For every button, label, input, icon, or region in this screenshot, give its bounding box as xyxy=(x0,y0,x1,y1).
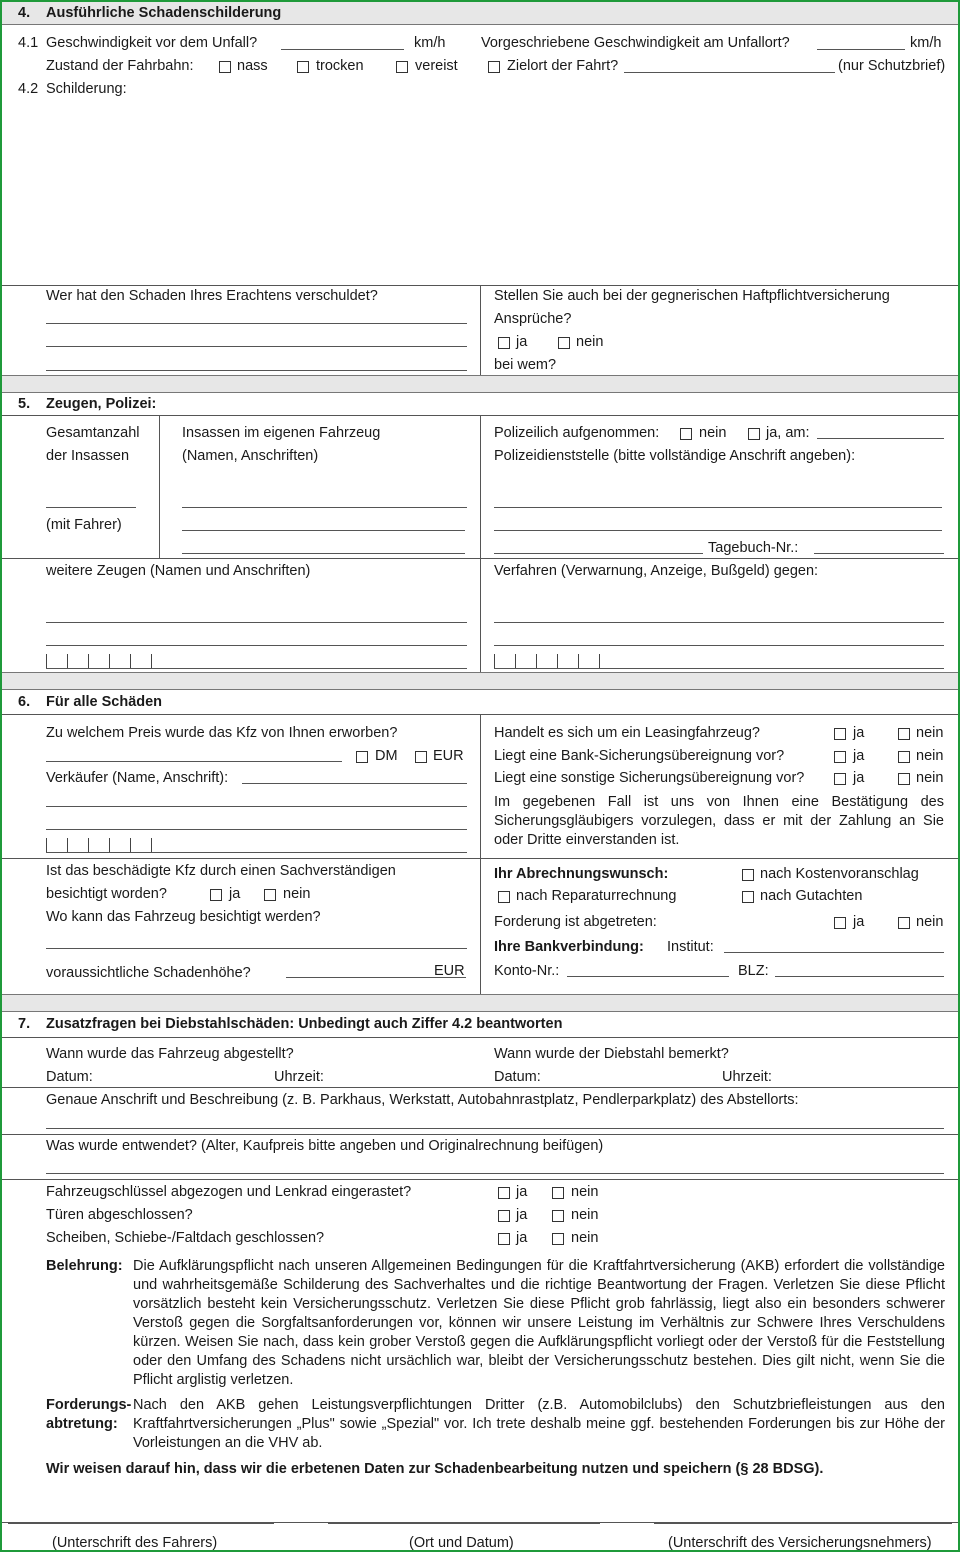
witnesses-field-line[interactable] xyxy=(46,668,467,669)
driver-signature-line[interactable] xyxy=(8,1523,274,1524)
diary-number-label: Tagebuch-Nr.: xyxy=(708,540,799,556)
destination-label: Zielort der Fahrt? xyxy=(507,58,619,74)
fault-field-line[interactable] xyxy=(46,323,467,324)
witnesses-label: weitere Zeugen (Namen und Anschriften) xyxy=(46,563,311,579)
claim-assigned-yes-checkbox[interactable] xyxy=(834,917,846,929)
total-occupants-field[interactable] xyxy=(46,507,136,508)
place-date-line[interactable] xyxy=(328,1523,600,1524)
windows-question: Scheiben, Schiebe-/Faltdach geschlossen? xyxy=(46,1230,325,1246)
settlement-estimate-checkbox[interactable] xyxy=(742,869,754,881)
seller-field-line[interactable] xyxy=(46,829,467,830)
procedure-field-line[interactable] xyxy=(494,668,944,669)
currency-eur-label: EUR xyxy=(433,748,464,764)
windows-no-label: nein xyxy=(571,1230,599,1246)
other-transfer-no-label: nein xyxy=(916,770,944,786)
total-occupants-label2: der Insassen xyxy=(46,448,130,464)
divider xyxy=(2,1037,958,1038)
section-6-title: Für alle Schäden xyxy=(46,694,163,710)
police-station-field-line[interactable] xyxy=(494,507,942,508)
parking-address-question: Genaue Anschrift und Beschreibung (z. B. Parkhaus, Werkstatt, Autobahnrastplatz, Pendlerparkplatz) des Abstellorts: xyxy=(46,1092,799,1108)
other-transfer-yes-checkbox[interactable] xyxy=(834,773,846,785)
claim-assigned-no-checkbox[interactable] xyxy=(898,917,910,929)
divider xyxy=(159,415,160,558)
leasing-question: Handelt es sich um ein Leasingfahrzeug? xyxy=(494,725,760,741)
police-date-field[interactable] xyxy=(817,438,944,439)
road-icy-checkbox[interactable] xyxy=(396,61,408,73)
section-5-title: Zeugen, Polizei: xyxy=(46,396,157,412)
with-driver-label: (mit Fahrer) xyxy=(46,517,122,533)
road-dry-label: trocken xyxy=(316,58,364,74)
description-area[interactable] xyxy=(42,100,952,280)
policyholder-signature-caption: (Unterschrift des Versicherungsnehmers) xyxy=(668,1535,932,1551)
procedure-field-line[interactable] xyxy=(494,622,944,623)
settlement-invoice-checkbox[interactable] xyxy=(498,891,510,903)
currency-eur-checkbox[interactable] xyxy=(415,751,427,763)
seller-postcode-boxes[interactable] xyxy=(46,838,166,852)
key-no-label: nein xyxy=(571,1184,599,1200)
police-station-field-line[interactable] xyxy=(494,530,942,531)
assignment-label-line1: Forderungs- xyxy=(46,1397,132,1413)
inspection-location-question: Wo kann das Fahrzeug besichtigt werden? xyxy=(46,909,321,925)
speed-label: Geschwindigkeit vor dem Unfall? xyxy=(46,35,258,51)
price-field[interactable] xyxy=(46,761,342,762)
settlement-estimate-label: nach Kostenvoranschlag xyxy=(760,866,919,882)
seller-field-line[interactable] xyxy=(242,783,467,784)
stolen-items-field[interactable] xyxy=(46,1173,944,1174)
spacer-band xyxy=(2,672,958,690)
speed-field[interactable] xyxy=(281,49,404,50)
police-label: Polizeilich aufgenommen: xyxy=(494,425,660,441)
occupants-field-line[interactable] xyxy=(182,553,465,554)
doors-no-label: nein xyxy=(571,1207,599,1223)
section-7-title: Zusatzfragen bei Diebstahlschäden: Unbedingt auch Ziffer 4.2 beantworten xyxy=(46,1016,563,1032)
destination-note: (nur Schutzbrief) xyxy=(838,58,946,74)
spacer-band xyxy=(2,994,958,1012)
occupants-field-line[interactable] xyxy=(182,530,465,531)
claim-assigned-no-label: nein xyxy=(916,914,944,930)
confirmation-text: Im gegebenen Fall ist uns von Ihnen eine Bestätigung des Sicherungsgläubigers vorzulegen, dass er mit der Zahlung an Sie oder Dritte einverstanden ist. xyxy=(494,794,944,848)
key-question: Fahrzeugschlüssel abgezogen und Lenkrad eingerastet? xyxy=(46,1184,412,1200)
procedure-field-line[interactable] xyxy=(494,645,944,646)
data-protection-note: Wir weisen darauf hin, dass wir die erbetenen Daten zur Schadenbearbeitung nutzen und speichern (§ 28 BDSG). xyxy=(46,1461,824,1477)
section-4-number: 4. xyxy=(18,5,31,21)
item-4-2-number: 4.2 xyxy=(18,81,39,97)
parked-time-label: Uhrzeit: xyxy=(274,1069,324,1085)
parking-address-field[interactable] xyxy=(46,1128,944,1129)
noticed-time-label: Uhrzeit: xyxy=(722,1069,772,1085)
seller-field-line[interactable] xyxy=(46,806,467,807)
claim-assigned-label: Forderung ist abgetreten: xyxy=(494,914,657,930)
procedure-label: Verfahren (Verwarnung, Anzeige, Bußgeld) gegen: xyxy=(494,563,819,579)
claims-no-label: nein xyxy=(576,334,604,350)
damage-estimate-label: voraussichtliche Schadenhöhe? xyxy=(46,965,251,981)
road-dry-checkbox[interactable] xyxy=(297,61,309,73)
claims-question-line2: Ansprüche? xyxy=(494,311,572,327)
noticed-question: Wann wurde der Diebstahl bemerkt? xyxy=(494,1046,729,1062)
divider xyxy=(480,415,481,672)
key-yes-checkbox[interactable] xyxy=(498,1187,510,1199)
stolen-items-question: Was wurde entwendet? (Alter, Kaufpreis bitte angeben und Originalrechnung beifügen) xyxy=(46,1138,604,1154)
section-4-title: Ausführliche Schadenschilderung xyxy=(46,5,282,21)
divider xyxy=(2,1134,958,1135)
destination-checkbox[interactable] xyxy=(488,61,500,73)
divider xyxy=(480,714,481,994)
destination-field[interactable] xyxy=(624,72,835,73)
occupants-field-line[interactable] xyxy=(182,507,467,508)
divider xyxy=(2,558,958,559)
with-whom-label: bei wem? xyxy=(494,357,557,373)
doors-yes-checkbox[interactable] xyxy=(498,1210,510,1222)
account-number-field[interactable] xyxy=(567,976,729,977)
speed-limit-label: Vorgeschriebene Geschwindigkeit am Unfallort? xyxy=(481,35,790,51)
bank-details-label: Ihre Bankverbindung: xyxy=(494,939,644,955)
seller-label: Verkäufer (Name, Anschrift): xyxy=(46,770,229,786)
assignment-label-line2: abtretung: xyxy=(46,1416,118,1432)
witnesses-field-line[interactable] xyxy=(46,645,467,646)
road-condition-label: Zustand der Fahrbahn: xyxy=(46,58,194,74)
claims-no-checkbox[interactable] xyxy=(558,337,570,349)
doors-no-checkbox[interactable] xyxy=(552,1210,564,1222)
claim-assigned-yes-label: ja xyxy=(853,914,865,930)
leasing-yes-checkbox[interactable] xyxy=(834,728,846,740)
other-transfer-no-checkbox[interactable] xyxy=(898,773,910,785)
policyholder-signature-line[interactable] xyxy=(654,1523,952,1524)
divider xyxy=(2,1087,958,1088)
other-transfer-yes-label: ja xyxy=(853,770,865,786)
leasing-no-label: nein xyxy=(916,725,944,741)
parked-question: Wann wurde das Fahrzeug abgestellt? xyxy=(46,1046,294,1062)
item-4-1-number: 4.1 xyxy=(18,35,39,51)
leasing-no-checkbox[interactable] xyxy=(898,728,910,740)
claims-yes-label: ja xyxy=(516,334,528,350)
currency-dm-checkbox[interactable] xyxy=(356,751,368,763)
bank-institute-label: Institut: xyxy=(667,939,714,955)
bank-transfer-yes-checkbox[interactable] xyxy=(834,751,846,763)
bank-transfer-no-label: nein xyxy=(916,748,944,764)
blz-label: BLZ: xyxy=(738,963,769,979)
settlement-invoice-label: nach Reparaturrechnung xyxy=(516,888,677,904)
total-occupants-label1: Gesamtanzahl xyxy=(46,425,140,441)
fault-field-line[interactable] xyxy=(46,370,467,371)
claims-yes-checkbox[interactable] xyxy=(498,337,510,349)
doors-yes-label: ja xyxy=(516,1207,528,1223)
bank-transfer-question: Liegt eine Bank-Sicherungsübereignung vor? xyxy=(494,748,785,764)
assignment-text: Nach den AKB gehen Leistungsverpflichtungen Dritter (z.B. Automobilclubs) den Schutzbriefleistungen aus den Kraftfahrtversicherungen „Plus" sowie „Spezial" vor. Ich trete deshalb meine ggf. bestehenden Forderungen bis zur Höhe der Vorleistungen an die VHV ab. xyxy=(133,1397,945,1451)
windows-no-checkbox[interactable] xyxy=(552,1233,564,1245)
speed-unit: km/h xyxy=(414,35,446,51)
occupants-label2: (Namen, Anschriften) xyxy=(182,448,319,464)
procedure-postcode-boxes[interactable] xyxy=(494,654,614,668)
expert-no-label: nein xyxy=(283,886,311,902)
expert-yes-label: ja xyxy=(229,886,241,902)
bank-transfer-no-checkbox[interactable] xyxy=(898,751,910,763)
police-no-checkbox[interactable] xyxy=(680,428,692,440)
damage-estimate-currency: EUR xyxy=(434,963,465,979)
blz-field[interactable] xyxy=(775,976,944,977)
divider xyxy=(480,285,481,375)
witnesses-field-line[interactable] xyxy=(46,622,467,623)
road-icy-label: vereist xyxy=(415,58,458,74)
witnesses-postcode-boxes[interactable] xyxy=(46,654,166,668)
place-date-caption: (Ort und Datum) xyxy=(409,1535,514,1551)
police-no-label: nein xyxy=(699,425,727,441)
noticed-date-label: Datum: xyxy=(494,1069,541,1085)
police-yes-checkbox[interactable] xyxy=(748,428,760,440)
diary-number-field[interactable] xyxy=(814,553,944,554)
account-number-label: Konto-Nr.: xyxy=(494,963,560,979)
section-7-number: 7. xyxy=(18,1016,31,1032)
occupants-label1: Insassen im eigenen Fahrzeug xyxy=(182,425,381,441)
key-no-checkbox[interactable] xyxy=(552,1187,564,1199)
divider xyxy=(2,858,958,859)
key-yes-label: ja xyxy=(516,1184,528,1200)
police-station-label: Polizeidienststelle (bitte vollständige Anschrift angeben): xyxy=(494,448,856,464)
driver-signature-caption: (Unterschrift des Fahrers) xyxy=(52,1535,218,1551)
seller-field-line[interactable] xyxy=(46,852,467,853)
settlement-label: Ihr Abrechnungswunsch: xyxy=(494,866,669,882)
settlement-expert-label: nach Gutachten xyxy=(760,888,863,904)
expert-question-line2: besichtigt worden? xyxy=(46,886,167,902)
windows-yes-checkbox[interactable] xyxy=(498,1233,510,1245)
spacer-band xyxy=(2,375,958,393)
inspection-location-field[interactable] xyxy=(46,948,467,949)
police-station-field-line[interactable] xyxy=(494,553,703,554)
fault-field-line[interactable] xyxy=(46,346,467,347)
leasing-yes-label: ja xyxy=(853,725,865,741)
description-label: Schilderung: xyxy=(46,81,127,97)
parked-date-label: Datum: xyxy=(46,1069,93,1085)
speed-limit-unit: km/h xyxy=(910,35,942,51)
road-wet-label: nass xyxy=(237,58,268,74)
doors-question: Türen abgeschlossen? xyxy=(46,1207,193,1223)
bank-transfer-yes-label: ja xyxy=(853,748,865,764)
police-yes-label: ja, am: xyxy=(766,425,810,441)
bank-institute-field[interactable] xyxy=(724,952,944,953)
section-6-number: 6. xyxy=(18,694,31,710)
expert-yes-checkbox[interactable] xyxy=(210,889,222,901)
notice-label: Belehrung: xyxy=(46,1258,123,1274)
fault-question: Wer hat den Schaden Ihres Erachtens verschuldet? xyxy=(46,288,378,304)
expert-question-line1: Ist das beschädigte Kfz durch einen Sachverständigen xyxy=(46,863,396,879)
price-question: Zu welchem Preis wurde das Kfz von Ihnen erworben? xyxy=(46,725,398,741)
notice-text: Die Aufklärungspflicht nach unseren Allgemeinen Bedingungen für die Kraftfahrtversicherung (AKB) erfordert die vollständige und wahrheitsgemäße Schilderung des Sachverhaltes und die richtige Beantwortung der Fragen. Verletzen Sie diese Pflicht vorsätzlich besteht kein Versicherungsschutz. Verletzen Sie diese Pflicht grob fahrlässig, liegt also ein besonders schwerer Verstoß gegen die Sorgfaltsanforderungen vor, können wir unsere Leistung im Verhältnis zur Schwere Ihres Verschuldens kürzen. Weisen Sie nach, dass kein grober Verstoß gegen die Aufklärungspflicht vorliegt oder der Verstoß für die Feststellung oder den Umfang des Schadens nicht ursächlich war, bleibt der Versicherungsschutz bestehen. Dies gilt nicht, wenn Sie die Pflicht arglistig verletzen. xyxy=(133,1258,945,1388)
currency-dm-label: DM xyxy=(375,748,398,764)
other-transfer-question: Liegt eine sonstige Sicherungsübereignung vor? xyxy=(494,770,805,786)
divider xyxy=(2,1179,958,1180)
section-5-number: 5. xyxy=(18,396,31,412)
windows-yes-label: ja xyxy=(516,1230,528,1246)
claims-question-line1: Stellen Sie auch bei der gegnerischen Haftpflichtversicherung xyxy=(494,288,890,304)
settlement-expert-checkbox[interactable] xyxy=(742,891,754,903)
speed-limit-field[interactable] xyxy=(817,49,905,50)
road-wet-checkbox[interactable] xyxy=(219,61,231,73)
expert-no-checkbox[interactable] xyxy=(264,889,276,901)
